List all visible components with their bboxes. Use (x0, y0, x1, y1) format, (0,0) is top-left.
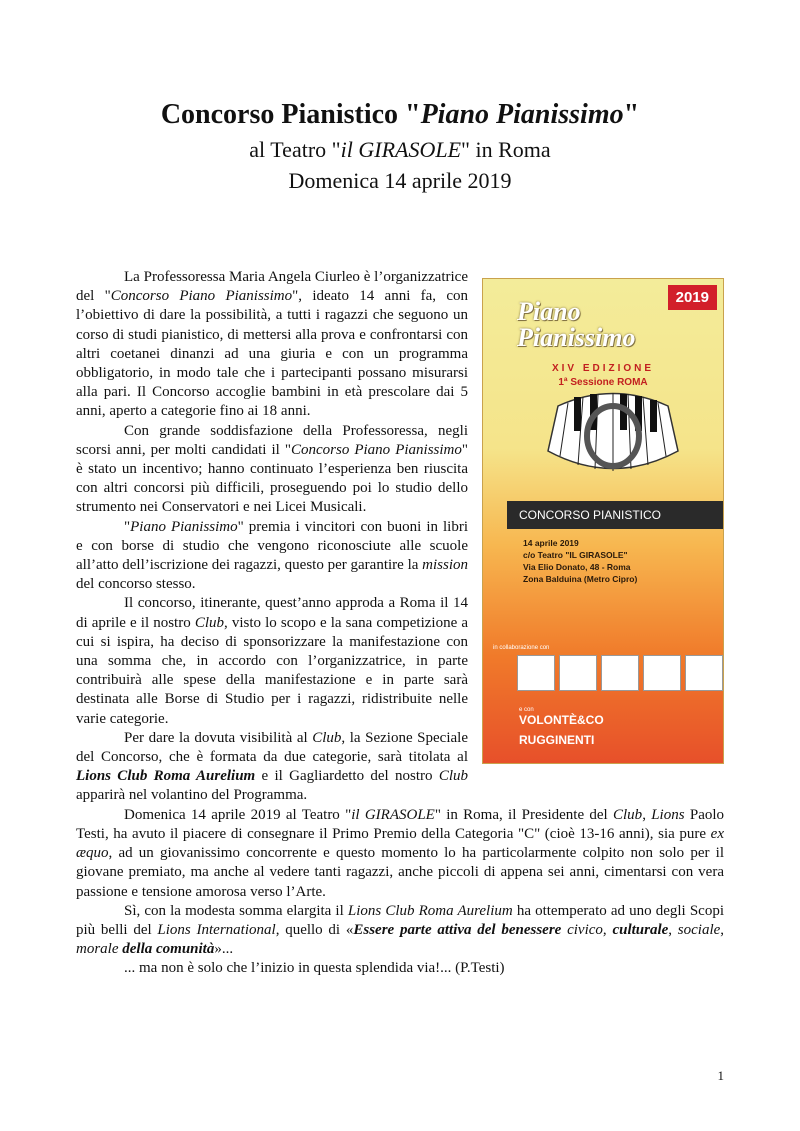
flyer-info-zone: Zona Balduina (Metro Cipro) (523, 574, 638, 584)
sub1-prefix: al Teatro " (249, 137, 341, 162)
flyer-session: 1ª Sessione ROMA (558, 377, 648, 388)
text: del concorso stesso. (76, 576, 196, 593)
text: , (602, 921, 613, 938)
text: Per dare la dovuta visibilità al (124, 729, 313, 746)
text: ha ottemperato ad uno degli Scopi più belli del (76, 902, 724, 938)
text-italic: Concorso Piano Pianissimo (290, 441, 462, 458)
text-italic: il GIRASOLE (351, 806, 435, 823)
text: , (668, 921, 678, 938)
text: , la Sezione Speciale del Concorso, che è formata da due categorie, sarà titolata al (76, 729, 468, 766)
text: e il Gagliardetto del nostro (255, 768, 439, 785)
flyer-logo-line2: Pianissimo (517, 323, 636, 352)
flyer-info-venue: c/o Teatro "IL GIRASOLE" (523, 550, 628, 560)
page-title (0, 98, 800, 132)
text: »... (214, 941, 234, 958)
flyer-band: CONCORSO PIANISTICO (507, 501, 723, 529)
text-bold-italic: culturale (612, 921, 669, 938)
text-italic: Club (312, 729, 342, 746)
paragraph-7 (76, 902, 724, 960)
text-italic: Concorso Piano Pianissimo (110, 288, 293, 305)
partner-logo (517, 655, 555, 691)
text-italic: Club (438, 768, 469, 785)
flyer-logo (517, 299, 635, 351)
article-body (76, 268, 724, 979)
sub1-suffix: " in Roma (461, 137, 551, 162)
event-flyer-image (482, 278, 724, 764)
text-italic: Club (613, 806, 643, 823)
text-italic: civico (567, 921, 603, 938)
text: apparirà nel volantino del Programma. (76, 787, 308, 804)
text: , (642, 806, 652, 823)
subtitle-date: Domenica 14 aprile 2019 (288, 168, 512, 193)
flyer-edition: XIV EDIZIONE (551, 363, 655, 374)
text: Paolo Testi, ha avuto il piacere di consegnare il Primo Premio della Categoria "C" (cioè 13-16 anni), sia pure (76, 806, 725, 842)
page-number: 1 (717, 1068, 724, 1083)
text-bold-italic: della comunità (122, 941, 215, 958)
subtitle-venue (0, 136, 800, 164)
text: Domenica 14 aprile 2019 al Teatro " (124, 806, 352, 823)
flyer-partner-logos (517, 655, 723, 691)
flyer-logo-line1: Piano (517, 297, 581, 326)
title-italic: Piano Pianissimo (420, 99, 624, 130)
flyer-info-date: 14 aprile 2019 (523, 538, 579, 548)
title-suffix: " (623, 99, 640, 130)
text: " è stato un incentivo; hanno continuato l’esperienza ben riuscita con altri concorsi più difficili, proseguendo poi lo studio dello strumento nei Conservatori e nei Licei Musicali. (76, 441, 468, 516)
text: , visto lo scopo e la sana competizione a cui si ispira, ha deciso di sponsorizzare la manifestazione con una somma che, in accordo con l’organizzatrice, in parte contribuirà alle spese della manifestazione e in parte sarà destinata alle Borse di Studio per i ragazzi, ridistribuite nelle varie categorie. (76, 614, 468, 727)
flyer-info-address: Via Elio Donato, 48 - Roma (523, 562, 631, 572)
sub1-italic: il GIRASOLE (340, 137, 462, 162)
text-bold-italic: Essere parte attiva del benessere (353, 921, 562, 938)
flyer-econ-label: e con (519, 707, 534, 713)
text: , quello di « (275, 921, 354, 938)
text: " (124, 518, 131, 535)
paragraph-6 (76, 806, 724, 902)
text: ", ideato 14 anni fa, con l’obiettivo di dare la possibilità, a tutti i ragazzi che seguono un corso di studi pianistico, di mettersi alla prova e confrontarsi con altri coetanei dinanzi ad una giuria e con un programma obbligatorio, in modo tale che i partecipanti possano misurarsi alla pari. Il Concorso accoglie bambini in età prescolare dai 5 anni, aperto a categorie fino ai 18 anni. (76, 288, 468, 420)
text-italic: sociale (677, 921, 721, 938)
text-italic: Club (194, 614, 224, 631)
text-italic: ex æquo (76, 825, 724, 862)
piano-keys-graphic (538, 391, 688, 502)
flyer-info (523, 537, 637, 585)
text: Sì, con la modesta somma elargita il (124, 902, 348, 919)
flyer-sponsor-2: RUGGINENTI (519, 733, 595, 747)
paragraph-8: ... ma non è solo che l’inizio in questa splendida via!... (P.Testi) (124, 960, 505, 977)
flyer-sponsor-1: VOLONTÈ&CO (519, 713, 604, 727)
text-italic: Lions International (157, 921, 276, 938)
text-italic: Lions (651, 806, 685, 823)
text-bold-italic: Lions Club Roma Aurelium (76, 768, 256, 785)
text-italic: Piano Pianissimo (130, 518, 238, 535)
text: Il concorso, itinerante, quest’anno approda a Roma il 14 di aprile e il nostro (76, 595, 468, 631)
partner-logo (643, 655, 681, 691)
text: La Professoressa Maria Angela Ciurleo è l’organizzatrice del " (76, 269, 468, 305)
flyer-year-badge: 2019 (668, 285, 717, 310)
text-italic: morale (76, 941, 119, 958)
partner-logo (559, 655, 597, 691)
text-italic: mission (422, 557, 468, 574)
text: , ad un giovanissimo concorrente e questo momento lo ha particolarmente colpito non solo per il giovane premiato, ma anche al vedere tanti ragazzi, anche piccoli di appena sei anni, cimentarsi con vera passione e tensione amorosa verso l’Arte. (76, 845, 724, 900)
text: Con grande soddisfazione della Professoressa, negli scorsi anni, per molti candidati il " (76, 422, 468, 458)
title-prefix: Concorso Pianistico " (160, 99, 421, 130)
text: " premia i vincitori con buoni in libri e con borse di studio che vengono riconosciute alle scuole all’atto dell’iscrizione dei ragazzi, questo per garantire la (76, 518, 469, 574)
partner-logo (601, 655, 639, 691)
text: , (720, 921, 725, 938)
text-italic: Lions Club Roma Aurelium (347, 902, 513, 919)
text: " in Roma, il Presidente del (434, 806, 613, 823)
partner-logo (685, 655, 723, 691)
flyer-collab-label: in collaborazione con (493, 645, 550, 651)
